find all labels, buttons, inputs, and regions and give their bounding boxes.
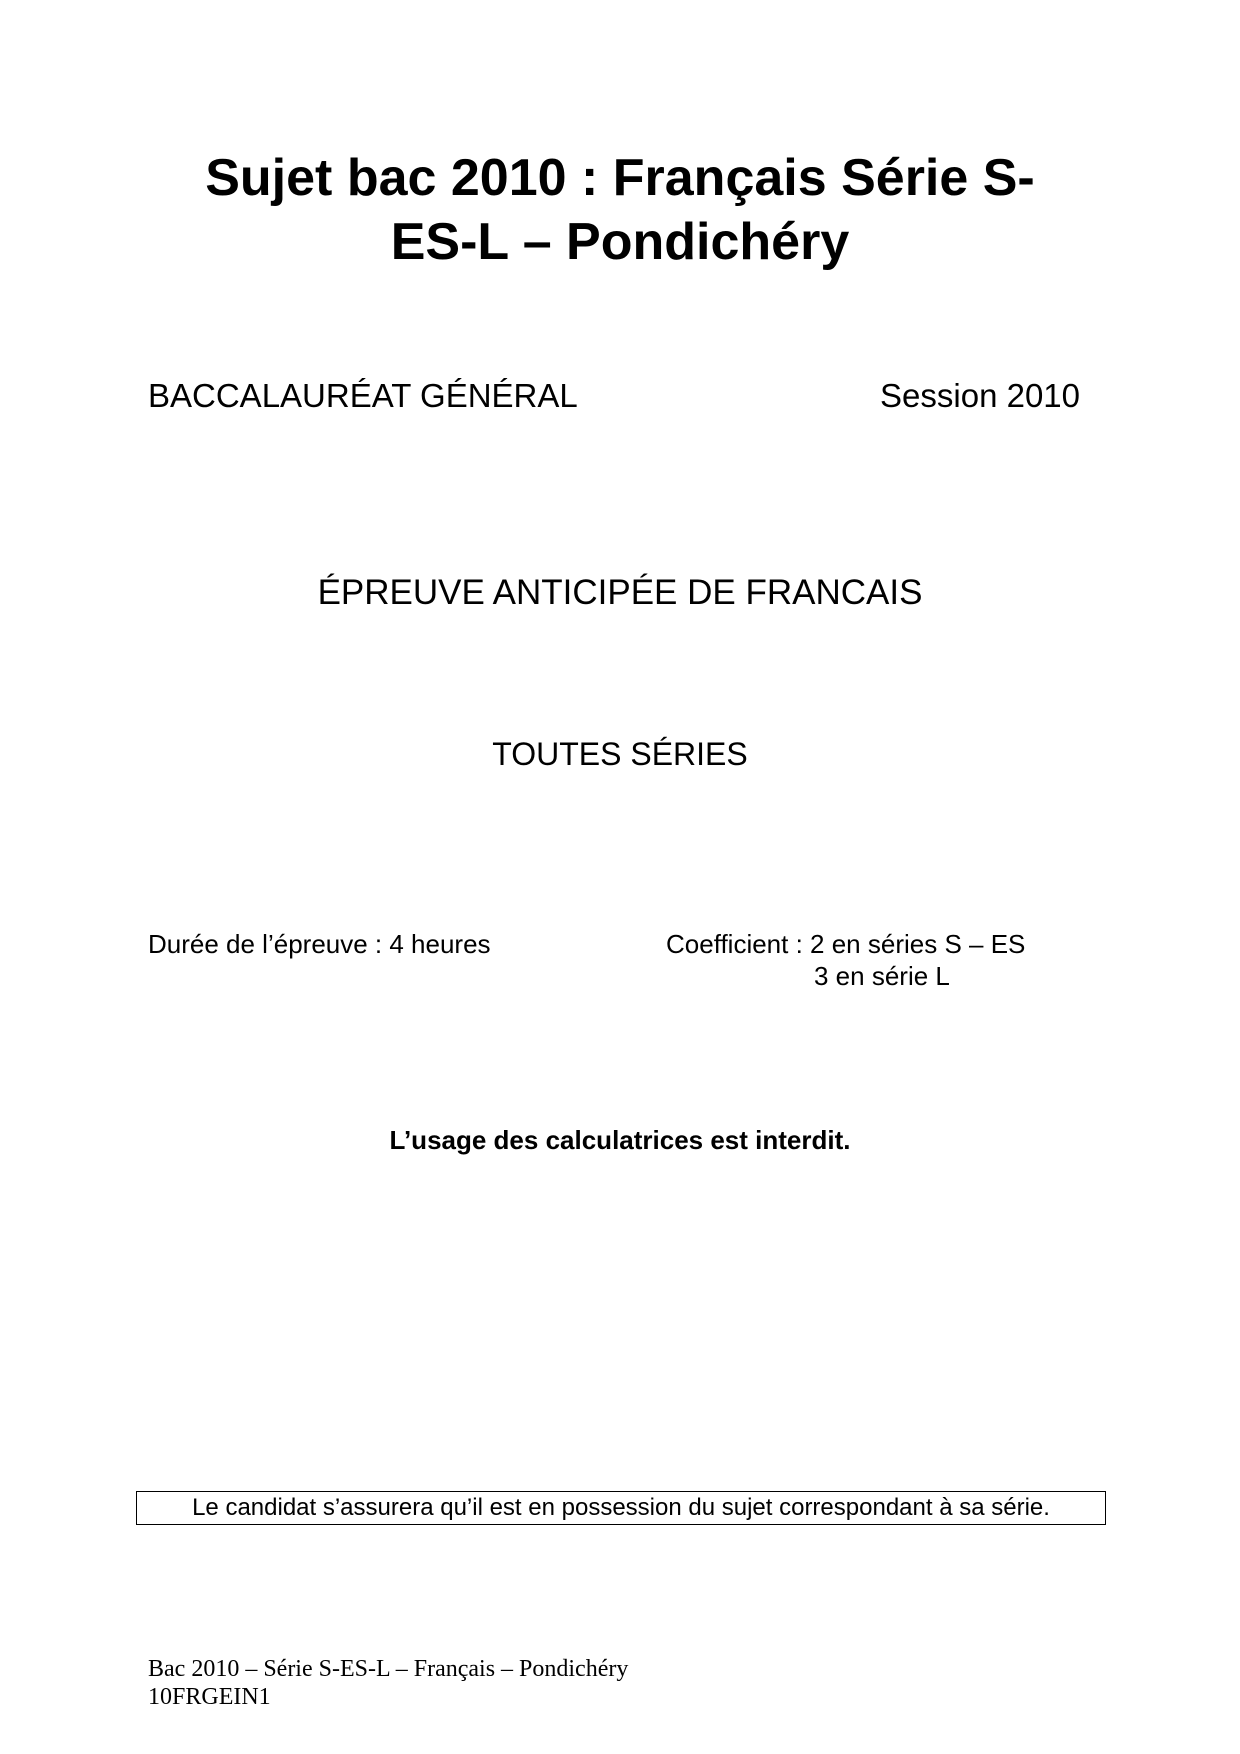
page-footer <box>148 1655 628 1711</box>
coefficient-line-2: 3 en série L <box>814 961 950 991</box>
exam-duration: Durée de l’épreuve : 4 heures <box>148 929 491 959</box>
coefficient-line-1: Coefficient : 2 en séries S – ES <box>666 929 1026 959</box>
series-label: TOUTES SÉRIES <box>492 736 748 772</box>
calculator-notice: L’usage des calculatrices est interdit. <box>389 1125 851 1155</box>
footer-line-2: 10FRGEIN1 <box>148 1684 271 1710</box>
candidate-notice: Le candidat s’assurera qu’il est en possession du sujet correspondant à sa série. <box>192 1494 1050 1521</box>
document-title-line-1: Sujet bac 2010 : Français Série S- <box>205 149 1035 207</box>
document-title <box>0 146 1240 274</box>
candidate-notice-box <box>136 1491 1106 1525</box>
exam-level: BACCALAURÉAT GÉNÉRAL <box>148 377 578 414</box>
footer-line-1: Bac 2010 – Série S-ES-L – Français – Pondichéry <box>148 1656 629 1682</box>
document-title-line-2: ES-L – Pondichéry <box>390 213 850 271</box>
session-year: Session 2010 <box>880 377 1080 414</box>
exam-name: ÉPREUVE ANTICIPÉE DE FRANCAIS <box>317 573 923 612</box>
